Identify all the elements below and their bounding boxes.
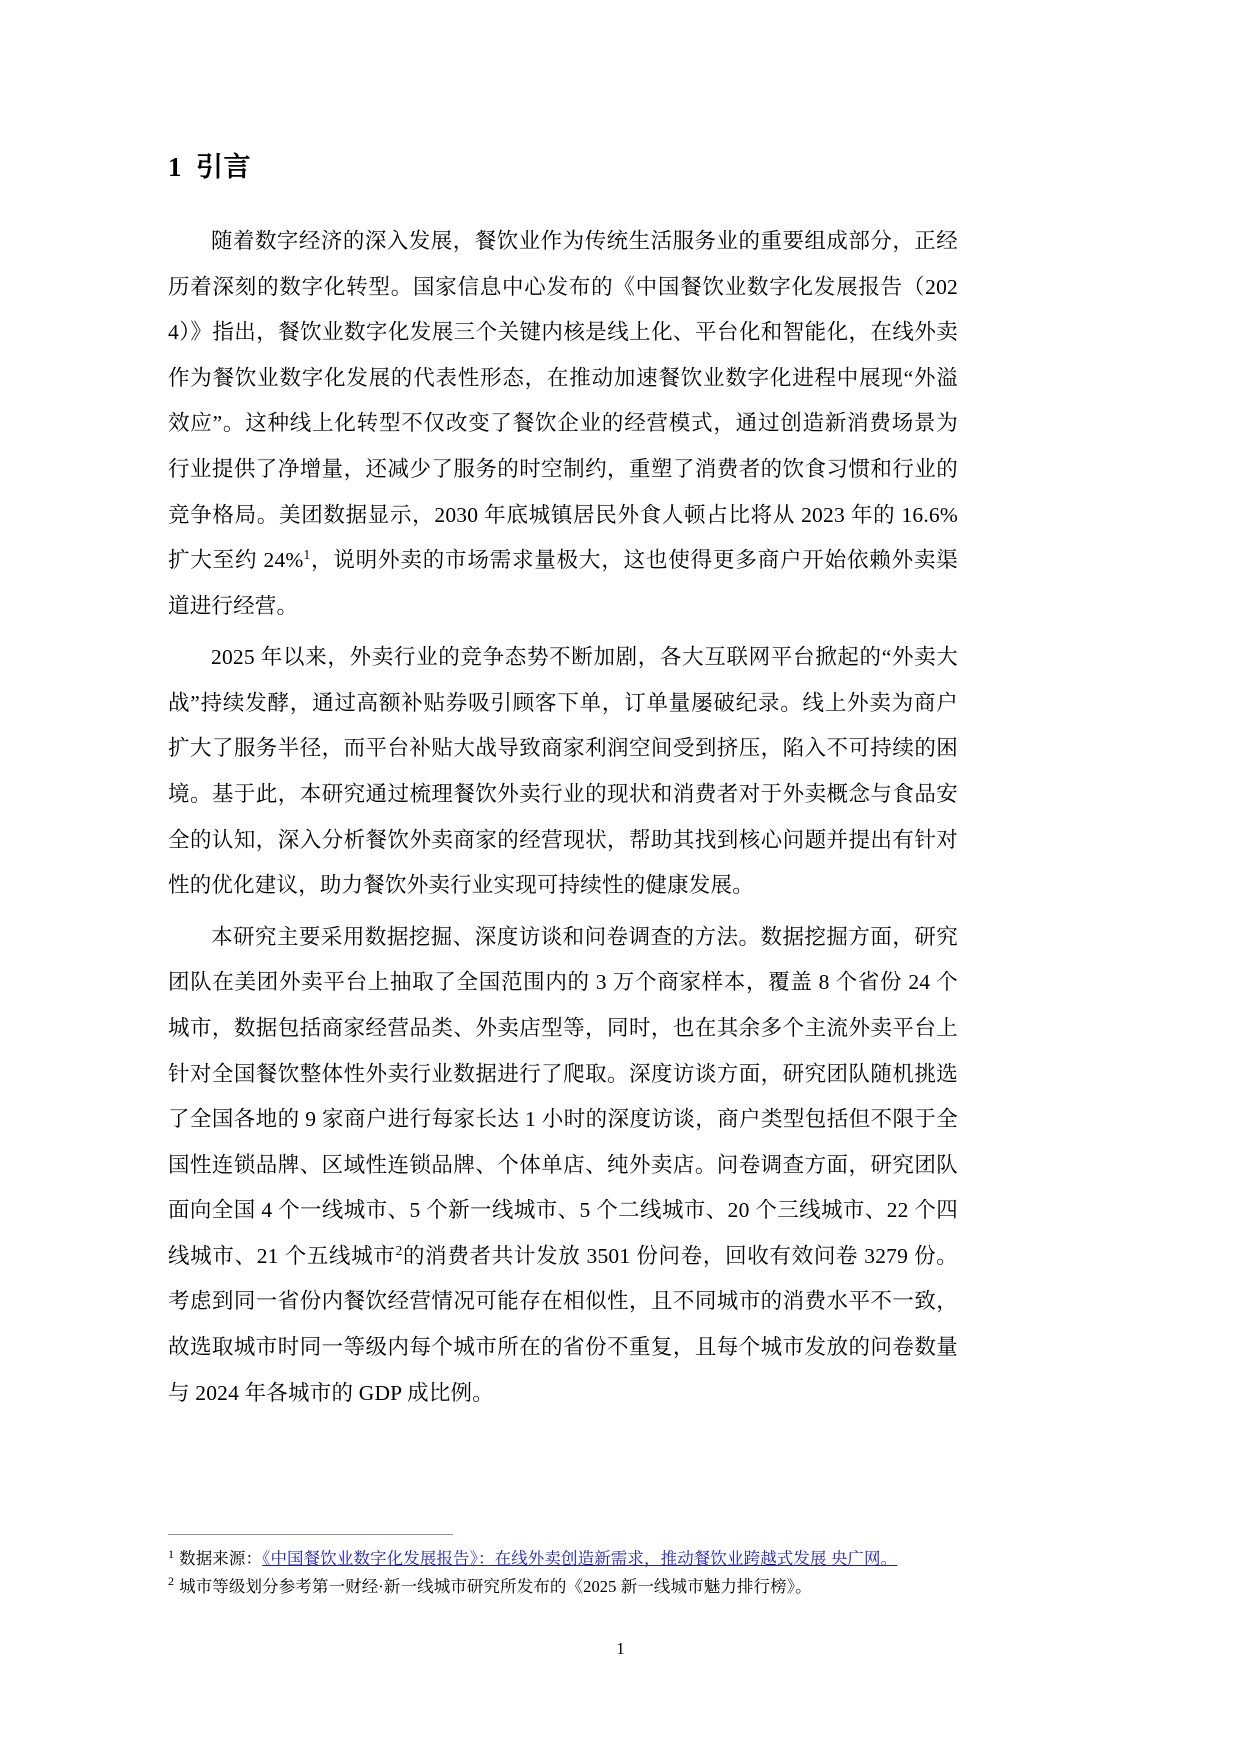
paragraph-1-text-a: 随着数字经济的深入发展，餐饮业作为传统生活服务业的重要组成部分，正经历着深刻的数字化转型。国家信息中心发布的《中国餐饮业数字化发展报告（2024）》指出，餐饮业数字化发展三个关键内核是线上化、平台化和智能化，在线外卖作为餐饮业数字化发展的代表性形态，在推动加速餐饮业数字化进程中展现“外溢效应”。这种线上化转型不仅改变了餐饮企业的经营模式，通过创造新消费场景为行业提供了净增量，还减少了服务的时空制约，重塑了消费者的饮食习惯和行业的竞争格局。美团数据显示，2030 年底城镇居民外食人顿占比将从 2023 年的 16.6%扩大至约 24% [168, 229, 958, 573]
footnote-2-marker: 2 [168, 1574, 175, 1589]
footnote-ref-2[interactable]: 2 [395, 1242, 403, 1258]
page-title [168, 150, 958, 185]
footnote-1-marker: 1 [168, 1546, 175, 1561]
footnote-2-lead: 城市等级划分参考第一财经·新一线城市研究所发布的《2025 新一线城市魅力排行榜》。 [179, 1576, 812, 1596]
section-number: 1 [168, 152, 182, 182]
paragraph-3-text-a: 本研究主要采用数据挖掘、深度访谈和问卷调查的方法。数据挖掘方面，研究团队在美团外卖平台上抽取了全国范围内的 3 万个商家样本，覆盖 8 个省份 24 个城市，数据包括商家经营品类、外卖店型等，同时，也在其余多个主流外卖平台上针对全国餐饮整体性外卖行业数据进行了爬取。深度访谈方面，研究团队随机挑选了全国各地的 9 家商户进行每家长达 1 小时的深度访谈，商户类型包括但不限于全国性连锁品牌、区域性连锁品牌、个体单店、纯外卖店。问卷调查方面，研究团队面向全国 4 个一线城市、5 个新一线城市、5 个二线城市、20 个三线城市、22 个四线城市、21 个五线城市 [168, 924, 958, 1268]
paragraph-1 [168, 219, 958, 629]
footnote-1-lead: 数据来源： [179, 1549, 263, 1568]
footnote-ref-1[interactable]: 1 [303, 546, 311, 562]
footnote-2 [168, 1574, 968, 1601]
footnote-area [168, 1534, 968, 1601]
section-title-text: 引言 [196, 152, 251, 182]
footnote-1 [168, 1546, 968, 1573]
paragraph-1-text-b: ，说明外卖的市场需求量极大，这也使得更多商户开始依赖外卖渠道进行经营。 [168, 548, 958, 618]
page-number: 1 [616, 1639, 625, 1658]
footnote-1-trailing: 。 [880, 1549, 898, 1568]
footnote-separator-rule [168, 1534, 453, 1535]
paragraph-3 [168, 915, 958, 1416]
page-content [168, 150, 958, 1422]
footnote-1-link[interactable]: 《中国餐饮业数字化发展报告》：在线外卖创造新需求，推动餐饮业跨越式发展 央广网 [262, 1549, 881, 1568]
paragraph-2-text: 2025 年以来，外卖行业的竞争态势不断加剧，各大互联网平台掀起的“外卖大战”持续发酵，通过高额补贴券吸引顾客下单，订单量屡破纪录。线上外卖为商户扩大了服务半径，而平台补贴大战导致商家利润空间受到挤压，陷入不可持续的困境。基于此，本研究通过梳理餐饮外卖行业的现状和消费者对于外卖概念与食品安全的认知，深入分析餐饮外卖商家的经营现状，帮助其找到核心问题并提出有针对性的优化建议，助力餐饮外卖行业实现可持续性的健康发展。 [168, 645, 958, 898]
paragraph-3-text-b: 的消费者共计发放 3501 份问卷，回收有效问卷 3279 份。考虑到同一省份内餐饮经营情况可能存在相似性，且不同城市的消费水平不一致，故选取城市时同一等级内每个城市所在的省份不重复，且每个城市发放的问卷数量与 2024 年各城市的 GDP 成比例。 [168, 1243, 959, 1405]
paragraph-2 [168, 635, 958, 908]
